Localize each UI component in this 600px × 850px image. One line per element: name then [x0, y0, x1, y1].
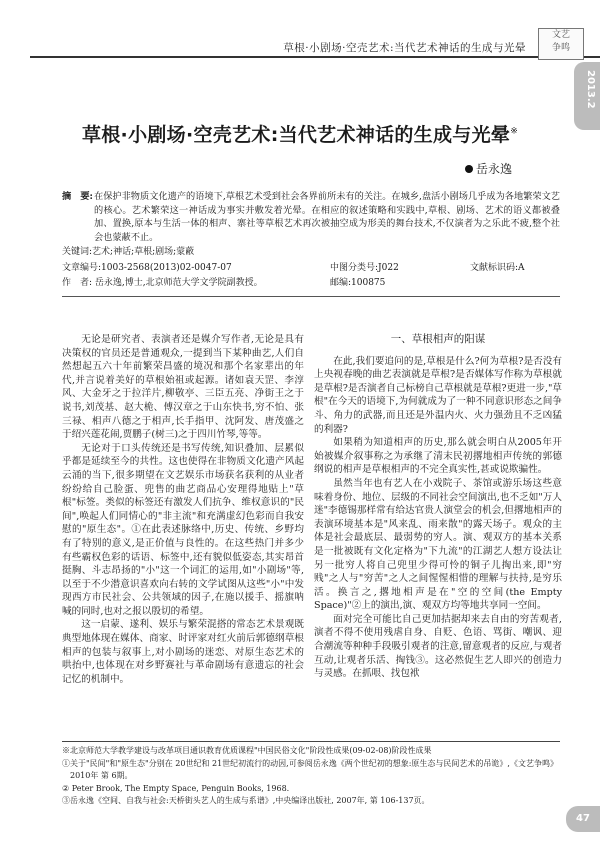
author-info-label: 作 者: [62, 278, 93, 288]
article-title [0, 120, 600, 147]
logo-text-top: 文艺 [551, 30, 570, 40]
body-paragraph: 无论是研究者、表演者还是媒介写作者,无论是具有决策权的官员还是普通观众,一提到当下某种曲艺,人们自然想起五六十年前繁荣昌盛的境况和那个名家辈出的年代,并言说着美好的草根始祖或起源。诸如袁天罡、李淳风、大金牙之于拉洋片,柳敬亭、三臣五亮、净街王之于说书,刘茂基、赵大桅、傅汉章之于山东快书,穷不怕、张三禄、相声八德之于相声,长手指甲、沈阿发、唐茂盛之于绍兴莲花闹,贾鹏子(树三)之于四川竹琴,等等。 [62, 334, 304, 441]
meta-divider [62, 296, 560, 297]
journal-logo [538, 28, 584, 60]
footnotes [62, 745, 560, 808]
document-code: 文献标识码:A [470, 263, 525, 273]
postcode: 邮编:100875 [330, 278, 386, 288]
title-footnote-mark: ※ [510, 126, 519, 137]
footnote: ③岳永逸《空间、自我与社会:天桥街头艺人的生成与系谱》,中央编译出版社, 2007年, 第 106-137页。 [62, 796, 430, 805]
footnote: ①关于"民间"和"原生态"分别在 20世纪和 21世纪初流行的动因,可参阅岳永逸《两个世纪初的想象:原生态与民间艺术的吊诡》,《文艺争鸣》 [62, 758, 558, 768]
body-column-right [314, 333, 562, 681]
body-paragraph: 在此,我们要追问的是,草根是什么?何为草根?是否没有上央视春晚的曲艺表演就是草根?是否媒体写作称为草根就是草根?是否演者自己标榜自己草根就是草根?更进一步,"草根"在今天的语境下,为何就成为了一种不同意识形态之间争斗、角力的武器,而且还是外温内火、火力强劲且不乏凶猛的利器? [314, 355, 562, 435]
year-tab-label: 2013.2 [585, 70, 596, 109]
author-info-line [62, 277, 263, 289]
page-number: 47 [566, 806, 600, 832]
class-number: 中图分类号:J022 [330, 263, 399, 273]
body-paragraph: 如果稍为知道相声的历史,那么就会明白从2005年开始被媒介叙事称之为承继了清末民初撂地相声传统的郭德纲说的相声是草根相声的不完全真实性,甚或说欺骗性。 [314, 437, 562, 476]
author-name: 岳永逸 [475, 162, 512, 176]
body-paragraph: 面对完全可能比自己更加拮据却来去自由的穷苦观者,演者不得不使用残虐自身、自贬、色语、骂街、嘲讽、迎合潮流等种种手段吸引观者的注意,留意观者的反应,与观者互动,让观者乐活、掏钱③。这必然促生艺人即兴的创造力与灵感。在抓哏、找包袱 [314, 613, 562, 680]
header-rule [30, 56, 600, 58]
running-head: 草根·小剧场·空壳艺术:当代艺术神话的生成与光晕 [283, 42, 526, 54]
body-paragraph: 无论对于口头传统还是书写传统,知识叠加、层累似乎都是延续至今的共性。这也使得在非物质文化遗产风起云涌的当下,很多期望在文艺娱乐市场获名获利的从业者纷纷给自己脸蛋、兜售的曲艺商品心安理得地贴上"草根"标签。类似的标签还有激发人们抗争、维权意识的"民间",唤起人们同情心的"非主流"和充满虚幻色彩而自我安慰的"原生态"。①在此表述脉络中,历史、传统、乡野均有了特别的意义,是正价值与良性的。在这些热门并多少有些霸权色彩的话语、标签中,还有貌似低姿态,其实昂首挺胸、斗志昂扬的"小"这一个词汇的运用,如"小剧场"等,以至于不少潜意识喜欢向右转的文学试图从这些"小"中发现西方市民社会、公共领域的因子,在施以援手、摇旗呐喊的同时,也对之报以殷切的希望。 [62, 442, 304, 617]
body-column-left [62, 333, 304, 686]
keywords-label: 关键词: [62, 247, 93, 257]
footnote-rule [62, 741, 560, 742]
abstract-label: 摘 要: [62, 191, 93, 202]
footnote: 2010年 第 6期。 [62, 771, 133, 780]
keywords-value: 艺术;神话;草根;剧场;蒙蔽 [92, 247, 195, 257]
article-title-text: 草根·小剧场·空壳艺术:当代艺术神话的生成与光晕 [81, 124, 511, 146]
body-paragraph: 虽然当年也有艺人在小戏院子、茶馆或游乐场这些意味着身份、地位、层级的不同社会空间演出,也不乏如"万人迷"李德锡那样常有给达官贵人演堂会的机会,但撂地相声的表演环境基本是"风来乱、雨来散"的露天场子。观众的主体是社会最底层、最弱势的穷人。演、观双方的基本关系是一批被既有文化定格为"下九流"的江湖艺人想方设法让另一批穷人将自己兜里少得可怜的铜子儿掏出来,即"穷贱"之人与"穷苦"之人之间惺惺相惜的理解与扶持,是穷乐活。换言之,撂地相声是在"空的空间(the Empty Space)"②上的演出,演、观双方均等地共享同一空间。 [314, 477, 562, 612]
author-byline [465, 160, 512, 177]
body-paragraph: 这一启蒙、遂利、娱乐与繁荣混搭的常态艺术景观既典型地体现在媒体、商家、时评家对红火前后郭德纲草根相声的包装与叙事上,对小剧场的迷恋、对原生态艺术的哄抬中,也体现在对乡野赛社与革命剧场有意遗忘的社会记忆的机制中。 [62, 619, 304, 685]
logo-text-bottom: 争鸣 [551, 43, 570, 53]
article-number: 文章编号:1003-2568(2013)02-0047-07 [62, 263, 232, 273]
footnote: ② Peter Brook, The Empty Space, Penguin Books, 1968. [62, 783, 290, 793]
author-info-value: 岳永逸,博士,北京师范大学文学院副教授。 [94, 278, 263, 288]
bullet-icon [465, 165, 473, 173]
section-heading: 一、草根相声的阳谋 [390, 333, 486, 345]
abstract-text: 在保护非物质文化遗产的语境下,草根艺术受到社会各界前所未有的关注。在城乡,盘活小剧场几乎成为各地繁荣文艺的核心。艺术繁荣这一神话成为事实并敷发着光晕。在相应的叙述策略和实践中,草根、剧场、艺术的语义都被叠加、置换,原本与生活一体的相声、寨社等草根艺术再次被抽空成为形美的舞台技术,不仅演者为之乐此不疲,整个社会也蒙蔽不止。 [94, 191, 560, 243]
footnote: ※北京师范大学教学建设与改革项目通识教育优质课程"中国民俗文化"阶段性成果(09-02-08)阶段性成果 [62, 746, 432, 755]
keywords-line [62, 246, 194, 258]
abstract [62, 190, 560, 244]
